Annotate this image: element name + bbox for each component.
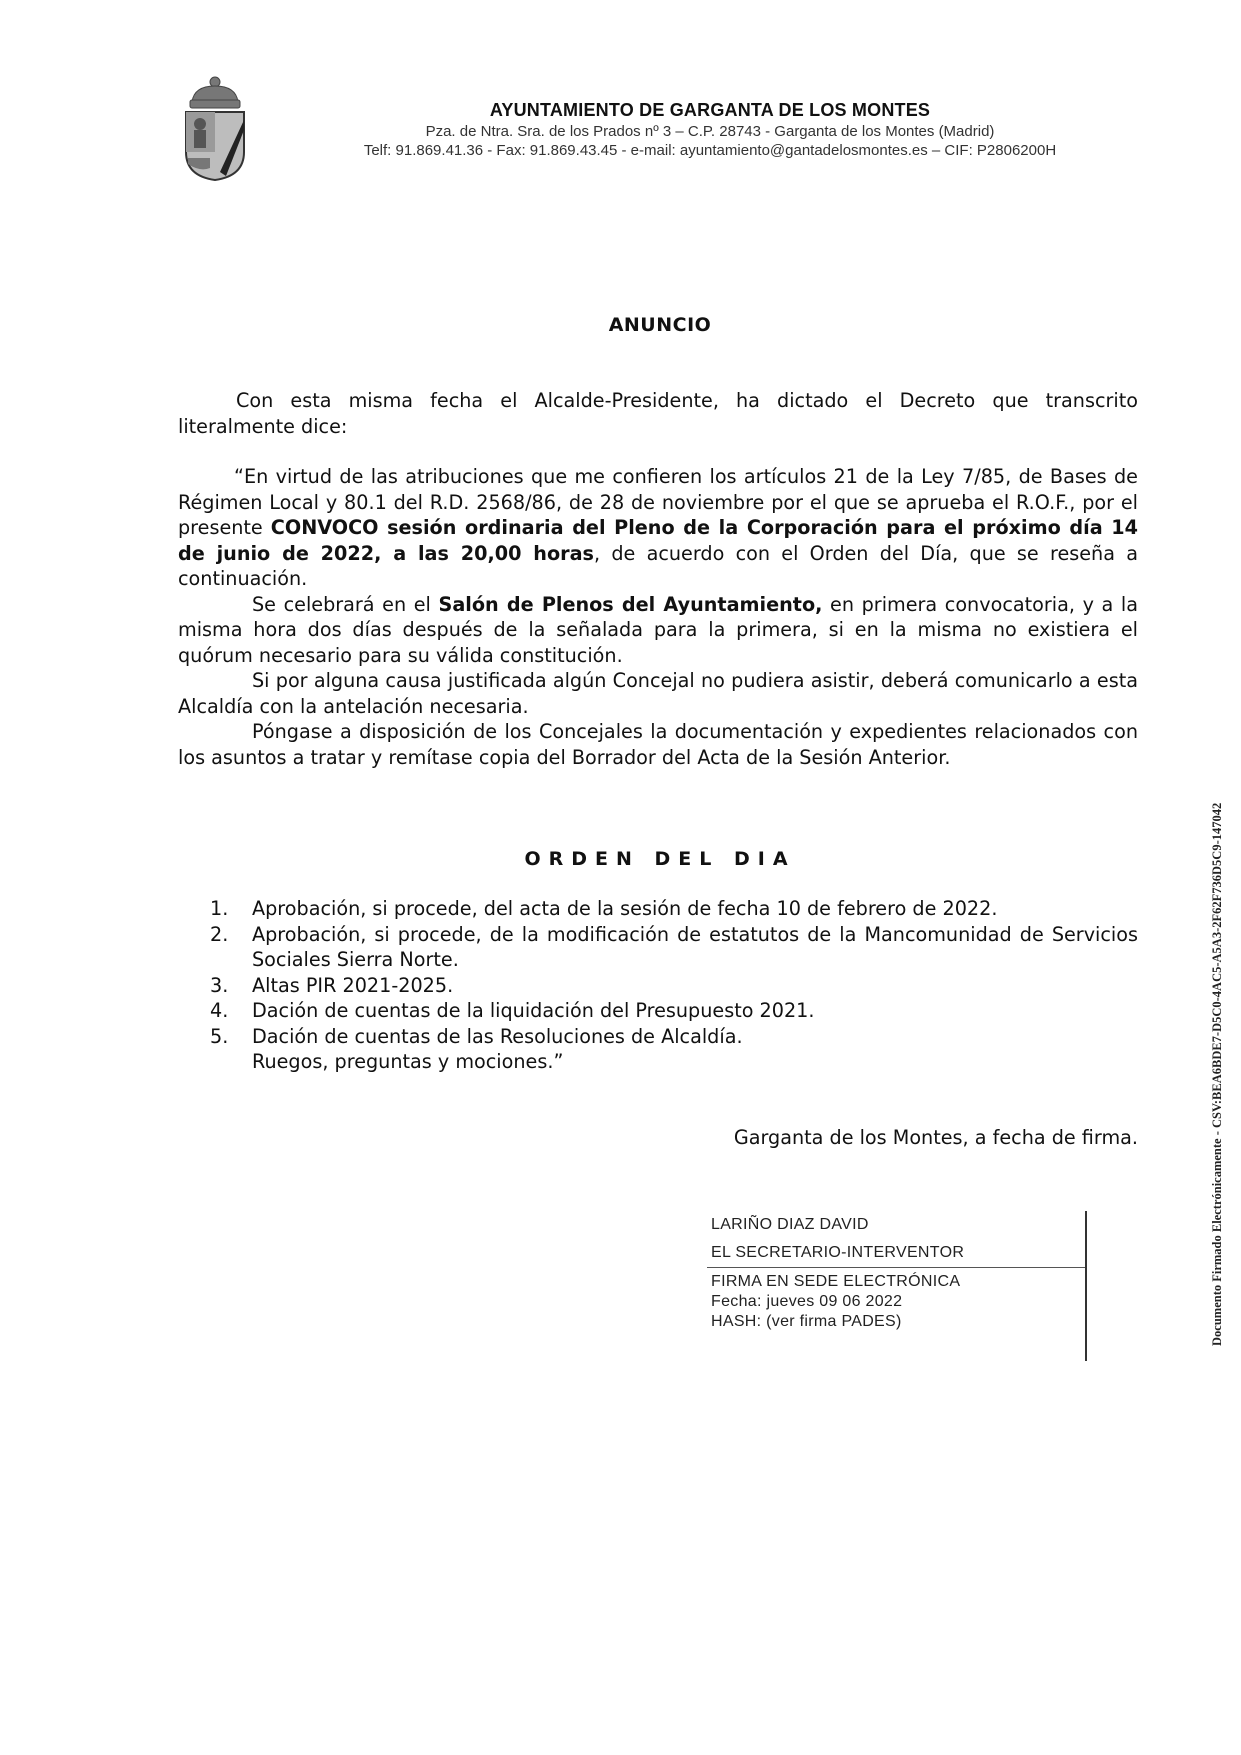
decree-p2-end: en primera convocatoria, y a la misma hora dos días después de la señalada para la primera, si en la misma no existiera el quórum necesario para su válida constitución. (178, 592, 1138, 667)
agenda-title: ORDEN DEL DIA (524, 848, 796, 870)
csv-side-text (1210, 803, 1225, 1346)
agenda-item-text: Aprobación, si procede, de la modificación de estatutos de la Mancomunidad de Servicios Sociales Sierra Norte. (252, 922, 1138, 971)
csv-label: Documento Firmado Electrónicamente (1210, 1138, 1224, 1346)
signature-date: Fecha: jueves 09 06 2022 (711, 1293, 903, 1310)
decree-paragraph-1 (178, 464, 1138, 592)
electronic-signature-block (707, 1211, 1092, 1363)
coat-of-arms-logo (180, 72, 250, 182)
agenda-item-text: Aprobación, si procede, del acta de la sesión de fecha 10 de febrero de 2022. (252, 897, 998, 920)
decree-paragraph-3: Si por alguna causa justificada algún Concejal no pudiera asistir, deberá comunicarlo a esta Alcaldía con la antelación necesaria. (178, 669, 1138, 718)
csv-side-note (1198, 716, 1222, 1346)
signer-name: LARIÑO DIAZ DAVID (711, 1216, 869, 1233)
decree-p2-bold: Salón de Plenos del Ayuntamiento, (438, 592, 823, 616)
agenda-item (210, 922, 1138, 973)
agenda-item (210, 998, 1138, 1024)
agenda-item-number: 5. (210, 1024, 229, 1048)
agenda-item (210, 1024, 1138, 1050)
agenda-item-text: Dación de cuentas de las Resoluciones de Alcaldía. (252, 1024, 743, 1048)
signature-divider-horizontal (707, 1267, 1085, 1268)
agenda-list (210, 896, 1138, 1075)
decree-p1-end: , de acuerdo con el Orden del Día, que se reseña a continuación. (178, 541, 1138, 590)
agenda-item-number: 1. (210, 897, 229, 920)
decree-p2-start: Se celebrará en el (252, 592, 439, 616)
agenda-item (210, 896, 1138, 922)
signature-stamp-title: FIRMA EN SEDE ELECTRÓNICA (711, 1273, 961, 1290)
agenda-item-text: Altas PIR 2021-2025. (252, 973, 454, 997)
decree-paragraph-2 (178, 592, 1138, 669)
agenda-item-number: 4. (210, 999, 229, 1022)
organization-contact: Telf: 91.869.41.36 - Fax: 91.869.43.45 - e-mail: ayuntamiento@gantadelosmontes.es – CIF: P2806200H (363, 142, 1057, 159)
signer-role: EL SECRETARIO-INTERVENTOR (711, 1244, 965, 1261)
organization-address: Pza. de Ntra. Sra. de los Prados nº 3 – C.P. 28743 - Garganta de los Montes (Madrid) (425, 123, 995, 140)
decree-paragraph-4: Póngase a disposición de los Concejales la documentación y expedientes relacionados con los asuntos a tratar y remítase copia del Borrador del Acta de la Sesión Anterior. (178, 720, 1138, 769)
agenda-item-text: Dación de cuentas de la liquidación del Presupuesto 2021. (252, 999, 815, 1022)
agenda-item-number: 3. (210, 973, 229, 997)
agenda-closing-item: Ruegos, preguntas y mociones.” (252, 1050, 564, 1073)
letterhead (280, 100, 1140, 159)
organization-name: AYUNTAMIENTO DE GARGANTA DE LOS MONTES (489, 100, 931, 120)
document-title: ANUNCIO (608, 314, 712, 336)
intro-text: Con esta misma fecha el Alcalde-Presidente, ha dictado el Decreto que transcrito literalmente dice: (178, 389, 1138, 438)
decree-p1-bold: CONVOCO sesión ordinaria del Pleno de la Corporación para el próximo día 14 de junio de 2022, a las 20,00 horas (178, 516, 1138, 565)
decree-p1-start: “En virtud de las atribuciones que me confieren los artículos 21 de la Ley 7/85, de Bases de Régimen Local y 80.1 del R.D. 2568/86, de 28 de noviembre por el que se aprueba el R.O.F., por el presente (178, 465, 1138, 539)
csv-code: - CSV:BEA6BDE7-D5C0-4AC5-A5A3-2F62F736D5C9-147042 (1210, 802, 1224, 1139)
agenda-item-number: 2. (210, 922, 229, 946)
decree-text (178, 464, 1138, 770)
agenda-item (210, 973, 1138, 999)
signature-divider-vertical (1085, 1211, 1087, 1361)
intro-paragraph (178, 388, 1138, 439)
signature-hash: HASH: (ver firma PADES) (711, 1313, 902, 1330)
place-date-line: Garganta de los Montes, a fecha de firma. (733, 1126, 1138, 1149)
